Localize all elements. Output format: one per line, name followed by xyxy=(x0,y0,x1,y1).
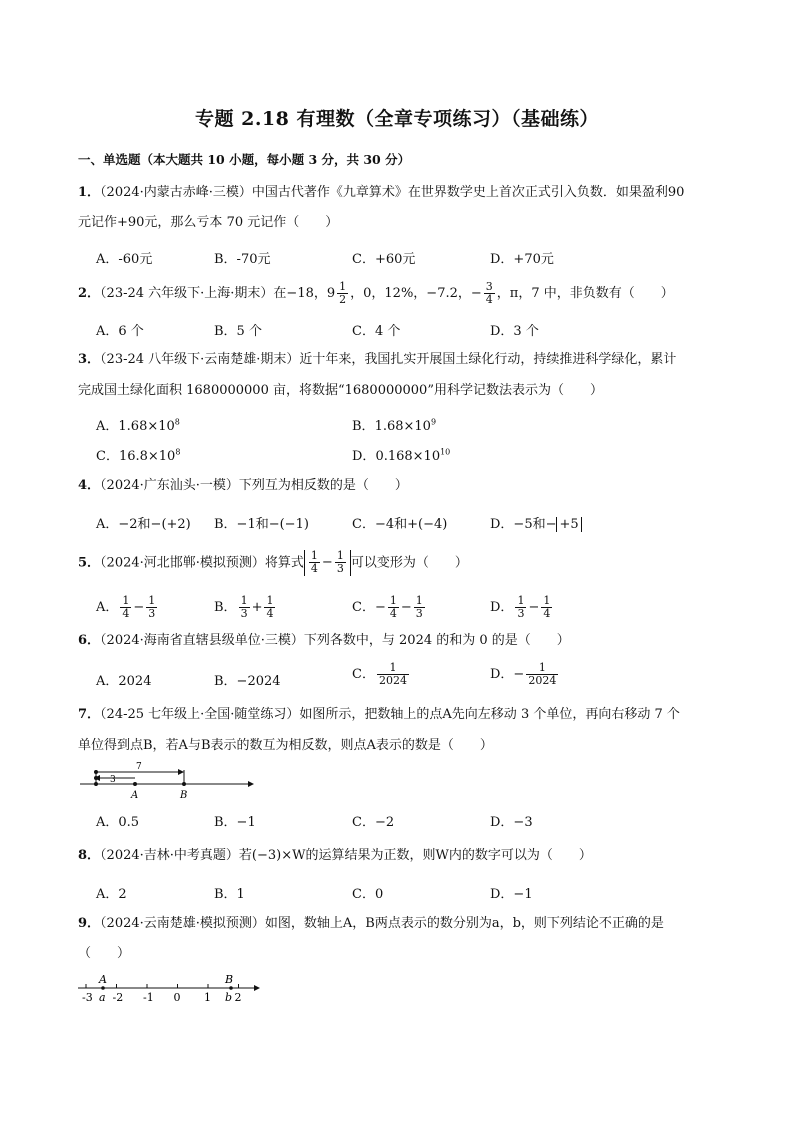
question-number: 9． xyxy=(78,916,101,931)
absolute-value-expression: $\frac{1}{4}$ − $\frac{1}{3}$ xyxy=(304,550,351,576)
section-heading: 一、单选题（本大题共 10 小题，每小题 3 分，共 30 分） xyxy=(78,152,411,167)
q5-option-d[interactable]: D． $\frac{1}{3}$ − $\frac{1}{4}$ xyxy=(490,594,551,620)
q5-option-a[interactable]: A． $\frac{1}{4}$ − $\frac{1}{3}$ xyxy=(96,594,156,620)
q3-option-b[interactable]: B．$1.68\times 10^9$ xyxy=(352,417,437,434)
q7-option-c[interactable]: C．−2 xyxy=(352,815,395,830)
question-number: 2． xyxy=(78,286,101,301)
tick-label: -1 xyxy=(143,991,154,1004)
question-text: （2024·内蒙古赤峰·三模）中国古代著作《九章算术》在世界数学史上首次正式引入负数．如果盈利90 xyxy=(100,185,685,200)
q5-option-c[interactable]: C．− $\frac{1}{4}$ − $\frac{1}{3}$ xyxy=(352,594,423,620)
question-number: 7． xyxy=(78,707,101,722)
q1-option-a[interactable]: A．-60元 xyxy=(96,252,153,267)
q6-option-d[interactable]: D．− $\frac{1}{2024}$ xyxy=(490,661,557,687)
question-5 xyxy=(78,550,468,577)
q7-option-b[interactable]: B．−1 xyxy=(214,815,256,830)
q4-option-b[interactable]: B．−1和−(−1) xyxy=(214,517,309,532)
point-a-label: A xyxy=(99,973,107,986)
question-1 xyxy=(78,180,684,206)
question-number: 6． xyxy=(78,633,101,648)
question-7 xyxy=(78,702,680,728)
question-9-line2: （ ） xyxy=(78,946,131,961)
question-1-line2: 元记作+90元，那么亏本 70 元记作（ ） xyxy=(78,215,339,230)
tick-label: 0 xyxy=(173,991,181,1004)
question-number: 4． xyxy=(78,478,101,493)
q6-option-b[interactable]: B．−2024 xyxy=(214,674,281,689)
q4-option-d[interactable]: D．−5和− +5 xyxy=(490,513,582,532)
q2-option-b[interactable]: B．5 个 xyxy=(214,324,262,339)
q7-option-d[interactable]: D．−3 xyxy=(490,815,533,830)
q8-option-d[interactable]: D．−1 xyxy=(490,887,533,902)
question-2 xyxy=(78,281,674,307)
question-number: 8． xyxy=(78,848,101,863)
value-a-label: a xyxy=(99,991,106,1004)
number-line-figure-2 xyxy=(74,970,264,1006)
number-line-figure xyxy=(76,760,256,802)
question-3-line2: 完成国土绿化面积 1680000000 亩，将数据“1680000000”用科学记数法表示为（ ） xyxy=(78,383,603,398)
question-number: 5． xyxy=(78,555,101,571)
question-text: 可以变形为（ ） xyxy=(350,555,468,571)
q4-option-a[interactable]: A．−2和−(+2) xyxy=(96,517,191,532)
question-3 xyxy=(78,347,676,373)
tick-label: 2 xyxy=(234,991,242,1004)
q8-option-b[interactable]: B．1 xyxy=(214,887,245,902)
point-a-label: A xyxy=(131,790,139,801)
tick-label: -2 xyxy=(112,991,124,1004)
fraction: $\frac{1}{2}$ xyxy=(339,280,347,306)
question-8 xyxy=(78,843,592,869)
question-text: （2024·云南楚雄·模拟预测）如图，数轴上A，B两点表示的数分别为a，b，则下列结论不正确的是 xyxy=(100,916,664,931)
page-title: 专题 2.18 有理数（全章专项练习）（基础练） xyxy=(194,108,599,130)
tick-label: 1 xyxy=(204,991,211,1004)
q2-option-c[interactable]: C．4 个 xyxy=(352,324,401,339)
label-3: 3 xyxy=(110,775,116,785)
question-text: （2024·河北邯郸·模拟预测）将算式 xyxy=(100,555,304,571)
q3-option-d[interactable]: D．$0.168\times 10^{10}$ xyxy=(352,447,451,464)
label-7: 7 xyxy=(136,762,142,772)
question-text: （23-24 八年级下·云南楚雄·期末）近十年来，我国扎实开展国土绿化行动，持续推进科学绿化，累计 xyxy=(100,352,677,367)
question-4 xyxy=(78,473,408,499)
question-text: ，0，12%，−7.2，− xyxy=(350,286,482,301)
fraction: $\frac{3}{4}$ xyxy=(485,280,493,306)
q8-option-a[interactable]: A．2 xyxy=(96,887,127,902)
q8-option-c[interactable]: C．0 xyxy=(352,887,384,902)
question-text: （2024·吉林·中考真题）若(−3)×W的运算结果为正数，则W内的数字可以为（ ） xyxy=(100,848,592,863)
question-number: 1． xyxy=(78,185,101,200)
question-text: （24-25 七年级上·全国·随堂练习）如图所示，把数轴上的点A先向左移动 3 个单位，再向右移动 7 个 xyxy=(100,707,680,722)
mixed-number-whole: 9 xyxy=(326,286,336,301)
question-7-line2: 单位得到点B，若A与B表示的数互为相反数，则点A表示的数是（ ） xyxy=(78,738,493,753)
q4-option-c[interactable]: C．−4和+(−4) xyxy=(352,517,448,532)
question-text: （23-24 六年级下·上海·期末）在−18， xyxy=(100,286,327,301)
question-text: （2024·海南省直辖县级单位·三模）下列各数中，与 2024 的和为 0 的是（ ） xyxy=(100,633,570,648)
q2-option-d[interactable]: D．3 个 xyxy=(490,324,539,339)
q7-option-a[interactable]: A．0.5 xyxy=(96,815,140,830)
absolute-value: +5 xyxy=(556,517,581,532)
q1-option-c[interactable]: C．+60元 xyxy=(352,252,416,267)
q1-option-d[interactable]: D．+70元 xyxy=(490,252,554,267)
q6-option-a[interactable]: A．2024 xyxy=(96,674,152,689)
q1-option-b[interactable]: B．-70元 xyxy=(214,252,271,267)
point-b-label: B xyxy=(225,973,234,986)
q5-option-b[interactable]: B． $\frac{1}{3}$ + $\frac{1}{4}$ xyxy=(214,594,274,620)
question-text: ，π，7 中，非负数有（ ） xyxy=(496,286,674,301)
q2-option-a[interactable]: A．6 个 xyxy=(96,324,144,339)
q3-option-c[interactable]: C．$16.8\times 10^8$ xyxy=(96,447,181,464)
q3-option-a[interactable]: A．$1.68\times 10^8$ xyxy=(96,417,180,434)
question-6 xyxy=(78,628,570,654)
question-text: （2024·广东汕头·一模）下列互为相反数的是（ ） xyxy=(100,478,408,493)
q6-option-c[interactable]: C． $\frac{1}{2024}$ xyxy=(352,661,407,687)
tick-label: -3 xyxy=(82,991,93,1004)
value-b-label: b xyxy=(225,991,233,1004)
point-b-label: B xyxy=(180,790,188,801)
question-number: 3． xyxy=(78,352,101,367)
question-9 xyxy=(78,911,664,937)
